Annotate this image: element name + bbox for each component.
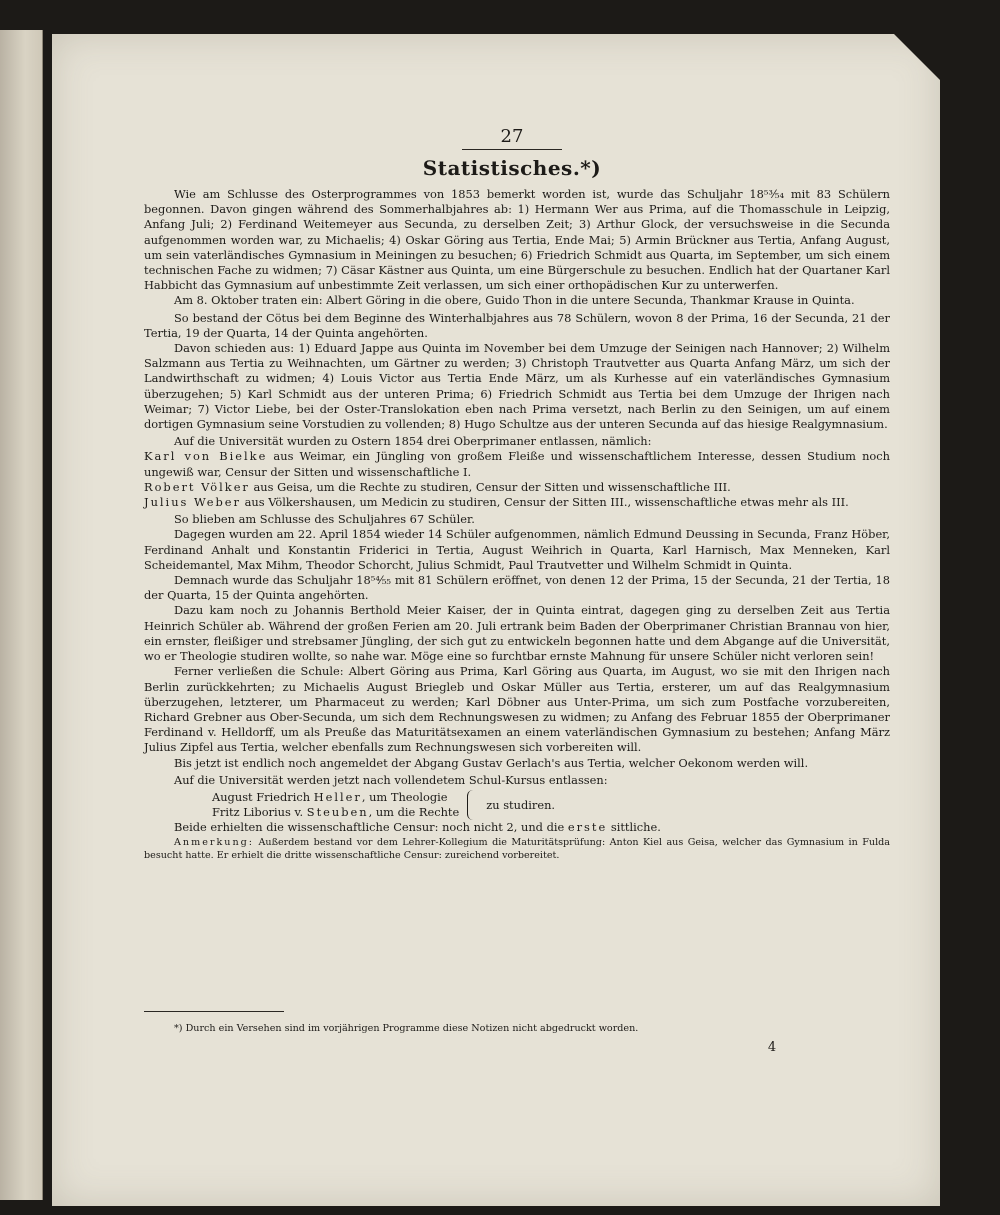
graduate-name: Julius Weber [144,495,241,510]
paragraph: Bis jetzt ist endlich noch angemeldet der Abgang Gustav Gerlach's aus Tertia, welcher Oekonom werden will. [174,755,809,770]
paragraph: Davon schieden aus: 1) Eduard Jappe aus Quinta im November bei dem Umzuge der Seinigen nach Hannover; 2) Wilhelm Salzmann aus Tertia zu Weihnachten, um Gärtner zu werden; 3) Christoph Trautvetter aus Quarta Anfang März, um sich der Landwirthschaft zu widmen; 4) Louis Victor aus Tertia Ende März, um als Kurhesse auf ein vaterländisches Gymnasium überzugehen; 5) Karl Schmidt aus der unteren Prima; 6) Friedrich Schmidt aus Tertia bei dem Umzuge der Ihrigen nach Weimar; 7) Victor Liebe, bei der Oster-Translokation eben nach Prima versetzt, nach Berlin zu den Seinigen, um auf einem dortigen Gymnasium seine Vorstudien zu vollenden; 8) Hugo Schultze aus der unteren Secunda auf das hiesige Realgymnasium. [144,341,890,432]
brace [467,790,478,820]
page-corner [894,34,940,80]
paragraph: Ferner verließen die Schule: Albert Göring aus Prima, Karl Göring aus Quarta, im August, wo sie mit den Ihrigen nach Berlin zurückkehrten; zu Michaelis August Briegleb und Oskar Müller aus Tertia, ersterer, um auf das Realgymnasium überzugehen, letzterer, um Pharmaceut zu werden; Karl Döbner aus Unter-Prima, um sich zum Postfache vorzubereiten, Richard Grebner aus Ober-Secunda, um sich dem Rechnungswesen zu widmen; zu Anfang des Februar 1855 der Oberprimaner Ferdinand v. Helldorff, um als Preuße das Maturitätsexamen an einem vaterländischen Gymnasium zu bestehen; Anfang März Julius Zipfel aus Tertia, welcher ebenfalls zum Rechnungswesen sich vorbereiten will. [144,664,890,755]
paragraph: Dazu kam noch zu Johannis Berthold Meier Kaiser, der in Quinta eintrat, dagegen ging zu derselben Zeit aus Tertia Heinrich Schüler ab. Während der großen Ferien am 20. Juli ertrank beim Baden der Oberprimaner Christian Brannau von hier, ein ernster, fleißiger und strebsamer Jüngling, der sich gut zu entwickeln begonnen hatte und dem Abgange auf die Universität, wo er Theologie studiren wollte, so nahe war. Möge eine so furchtbar ernste Mahnung für unsere Schüler nicht verloren sein! [144,603,890,664]
dismissed-entry: Fritz Liborius v. Steuben, um die Rechte [212,805,460,820]
dismissed-entry: August Friedrich Heller, um Theologie [212,789,448,804]
paragraph: Demnach wurde das Schuljahr 18⁵⁴⁄₅₅ mit 81 Schülern eröffnet, von denen 12 der Prima, 15 der Secunda, 21 der Tertia, 18 der Quarta, 15 der Quinta angehörten. [144,573,890,603]
paragraph: Dagegen wurden am 22. April 1854 wieder 14 Schüler aufgenommen, nämlich Edmund Deussing in Secunda, Franz Höber, Ferdinand Anhalt und Konstantin Friderici in Tertia, August Weihrich in Quarta, Karl Harnisch, Max Menneken, Karl Scheidemantel, Max Mihm, Theodor Schorcht, Julius Schmidt, Paul Trautvetter und Wilhelm Schmidt in Quinta. [144,527,890,572]
graduate-entry [144,495,890,510]
paragraph: Auf die Universität wurden zu Ostern 1854 drei Oberprimaner entlassen, nämlich: [174,434,652,449]
paragraph: Wie am Schlusse des Osterprogrammes von 1853 bemerkt worden ist, wurde das Schuljahr 18⁵³⁄₅₄ mit 83 Schülern begonnen. Davon gingen während des Sommerhalbjahres ab: 1) Hermann Wer aus Prima, auf die Thomasschule in Leipzig, Anfang Juli; 2) Ferdinand Weitemeyer aus Secunda, zu derselben Zeit; 3) Arthur Glock, der versuchsweise in die Secunda aufgenommen worden war, zu Michaelis; 4) Oskar Göring aus Tertia, Ende Mai; 5) Armin Brückner aus Tertia, Anfang August, um sein vaterländisches Gymnasium in Meiningen zu besuchen; 6) Friedrich Schmidt aus Quarta, im September, um sich einem technischen Fache zu widmen; 7) Cäsar Kästner aus Quinta, um eine Bürgerschule zu besuchen. Endlich hat der Quartaner Karl Habbicht das Gymnasium auf unbestimmte Zeit verlassen, um sich einer orthopädischen Kur zu unterwerfen. [144,187,890,293]
graduate-name: Robert Völker [144,479,250,494]
graduate-name: Karl von Bielke [144,449,268,464]
paragraph: Auf die Universität werden jetzt nach vollendetem Schul-Kursus entlassen: [174,772,608,787]
graduate-entry [144,449,890,479]
dismissed-list [144,790,890,820]
graduate-text: aus Weimar, ein Jüngling von großem Fleiße und wissenschaftlichem Interesse, dessen Studium noch ungewiß war, Censur der Sitten und wissenschaftliche I. [144,449,890,479]
dismissed-suffix: zu studiren. [486,797,556,812]
closing-line: Beide erhielten die wissenschaftliche Censur: noch nicht 2, und die erste sittliche. [174,820,661,835]
annotation-label: Anmerkung: [174,836,255,848]
page-number: 27 [500,126,524,147]
graduate-text: aus Geisa, um die Rechte zu studiren, Censur der Sitten und wissenschaftliche III. [249,479,731,494]
annotation [144,836,890,862]
footnote-rule [144,1011,284,1012]
paragraph: So blieben am Schlusse des Schuljahres 67 Schüler. [174,512,475,527]
page-title: Statistisches.*) [422,156,602,180]
signature-mark: 4 [767,1040,777,1055]
body-text [144,187,890,862]
document-page [52,34,940,1206]
header-rule [462,149,562,150]
annotation-text: Außerdem bestand vor dem Lehrer-Kollegium die Maturitätsprüfung: Anton Kiel aus Geisa, welcher das Gymnasium in Fulda besucht hatte. Er erhielt die dritte wissenschaftliche Censur: zureichend vorbereitet. [144,836,890,861]
graduate-entry [144,480,890,495]
paragraph: Am 8. Oktober traten ein: Albert Göring in die obere, Guido Thon in die untere Secunda, Thankmar Krause in Quinta. [174,293,855,308]
footnote: *) Durch ein Versehen sind im vorjährigen Programme diese Notizen nicht abgedruckt worden. [174,1023,639,1034]
graduate-text: aus Völkershausen, um Medicin zu studiren, Censur der Sitten III., wissenschaftliche etwas mehr als III. [241,495,849,510]
dismissed-names [144,790,459,820]
facing-page-edge [0,30,43,1200]
paragraph: So bestand der Cötus bei dem Beginne des Winterhalbjahres aus 78 Schülern, wovon 8 der Prima, 16 der Secunda, 21 der Tertia, 19 der Quarta, 14 der Quinta angehörten. [144,310,890,340]
